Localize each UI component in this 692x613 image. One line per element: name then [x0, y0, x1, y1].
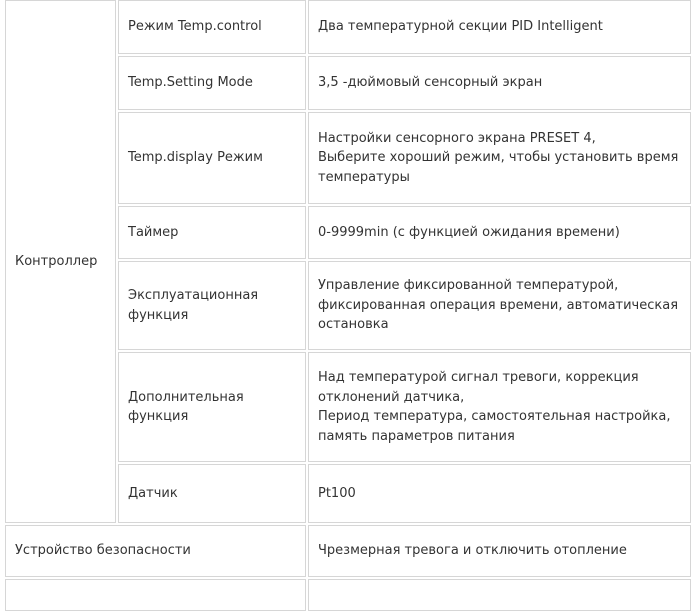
value-cell: [308, 0, 691, 54]
spec-table: [3, 0, 692, 613]
value-cell: [308, 464, 691, 523]
param-cell: Режим Temp.control: [118, 0, 306, 54]
value-line: Два температурной секции PID Intelligent: [318, 19, 603, 35]
partial-cell: [5, 579, 306, 611]
value-cell: [308, 112, 691, 204]
value-line: 0-9999min (с функцией ожидания времени): [318, 224, 620, 240]
param-cell: Temp.Setting Mode: [118, 56, 306, 110]
value-line: Управление фиксированной температурой, фиксированная операция времени, автоматическая остановка: [318, 278, 679, 333]
safety-value-cell: Чрезмерная тревога и отключить отопление: [308, 525, 691, 577]
value-cell: [308, 261, 691, 350]
param-cell: Таймер: [118, 206, 306, 259]
table-row-partial: [5, 579, 691, 611]
value-line: Pt100: [318, 485, 356, 501]
value-cell: [308, 206, 691, 259]
value-line: Над температурой сигнал тревоги, коррекция отклонений датчика,: [318, 370, 639, 405]
partial-cell: [308, 579, 691, 611]
param-cell: Temp.display Режим: [118, 112, 306, 204]
value-cell: [308, 56, 691, 110]
group-label-cell: Контроллер: [5, 0, 116, 523]
param-cell: Датчик: [118, 464, 306, 523]
value-line: Настройки сенсорного экрана PRESET 4,: [318, 130, 596, 146]
value-line: Выберите хороший режим, чтобы установить время температуры: [318, 150, 679, 185]
param-cell: Эксплуатационная функция: [118, 261, 306, 350]
safety-label-cell: Устройство безопасности: [5, 525, 306, 577]
value-cell: [308, 352, 691, 462]
table-row: [5, 525, 691, 577]
value-line: Период температура, самостоятельная настройка, память параметров питания: [318, 409, 671, 444]
table-row: [5, 0, 691, 54]
param-cell: Дополнительная функция: [118, 352, 306, 462]
value-line: 3,5 -дюймовый сенсорный экран: [318, 75, 543, 91]
